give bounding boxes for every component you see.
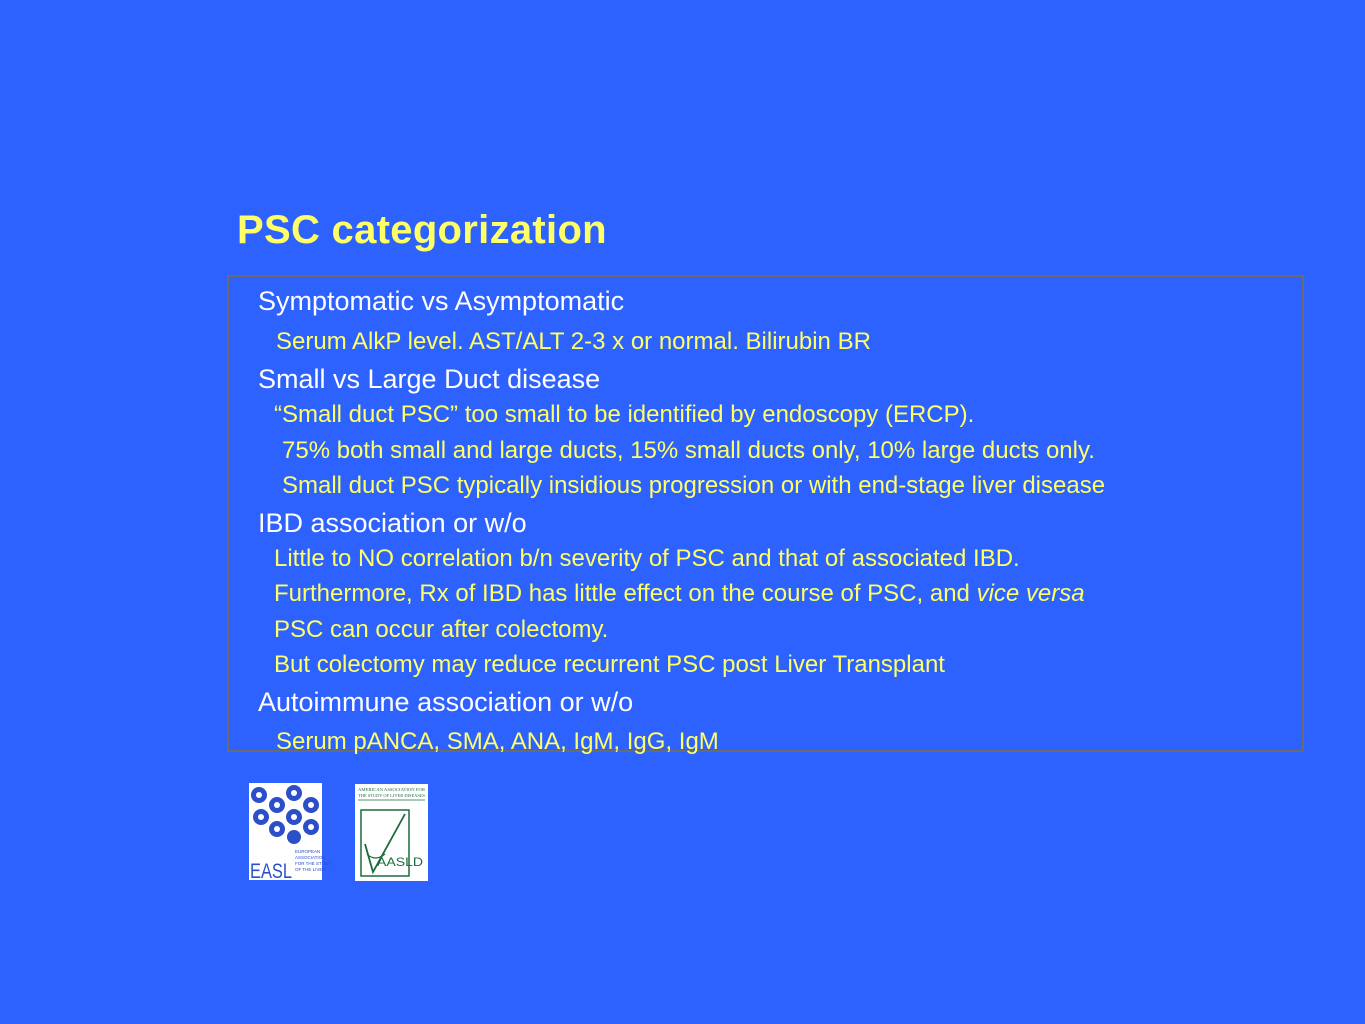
easl-sub-1: EUROPEAN (295, 849, 321, 854)
easl-sub-3: FOR THE STUDY (295, 861, 332, 866)
heading-autoimmune: Autoimmune association or w/o (258, 687, 634, 717)
easl-sub-2: ASSOCIATION (295, 855, 326, 860)
aasld-header-1: AMERICAN ASSOCIATION FOR (358, 787, 426, 792)
item-ibd-rx-effect (274, 580, 1085, 608)
item-serum-alkp: Serum AlkP level. AST/ALT 2-3 x or normal. Bilirubin BR (276, 328, 871, 355)
slide-title: PSC categorization (237, 208, 607, 252)
easl-logo-text: EASL (250, 860, 292, 883)
item-small-duct-progression: Small duct PSC typically insidious progression or with end-stage liver disease (282, 472, 1106, 499)
item-colectomy: PSC can occur after colectomy. (274, 616, 609, 643)
item-colectomy-transplant: But colectomy may reduce recurrent PSC post Liver Transplant (274, 651, 945, 678)
item-ibd-rx-text: Furthermore, Rx of IBD has little effect on the course of PSC, and (274, 580, 977, 607)
item-serum-antibodies: Serum pANCA, SMA, ANA, IgM, IgG, IgM (276, 728, 719, 755)
easl-hexagons-icon (249, 783, 332, 883)
aasld-header-2: THE STUDY OF LIVER DISEASES (358, 793, 426, 798)
easl-logo (249, 783, 332, 883)
aasld-logo (355, 784, 428, 881)
item-ibd-rx-italic: vice versa (976, 580, 1085, 607)
heading-duct-disease: Small vs Large Duct disease (258, 364, 601, 394)
aasld-logo-text: AASLD (377, 855, 424, 869)
heading-symptomatic: Symptomatic vs Asymptomatic (258, 286, 625, 316)
item-duct-percentages: 75% both small and large ducts, 15% small ducts only, 10% large ducts only. (282, 437, 1095, 464)
item-ibd-correlation: Little to NO correlation b/n severity of PSC and that of associated IBD. (274, 545, 1020, 572)
aasld-emblem-icon (355, 784, 428, 881)
easl-sub-4: OF THE LIVER (295, 867, 326, 872)
heading-ibd-association: IBD association or w/o (258, 508, 527, 538)
item-small-duct-ercp: “Small duct PSC” too small to be identified by endoscopy (ERCP). (274, 401, 975, 428)
